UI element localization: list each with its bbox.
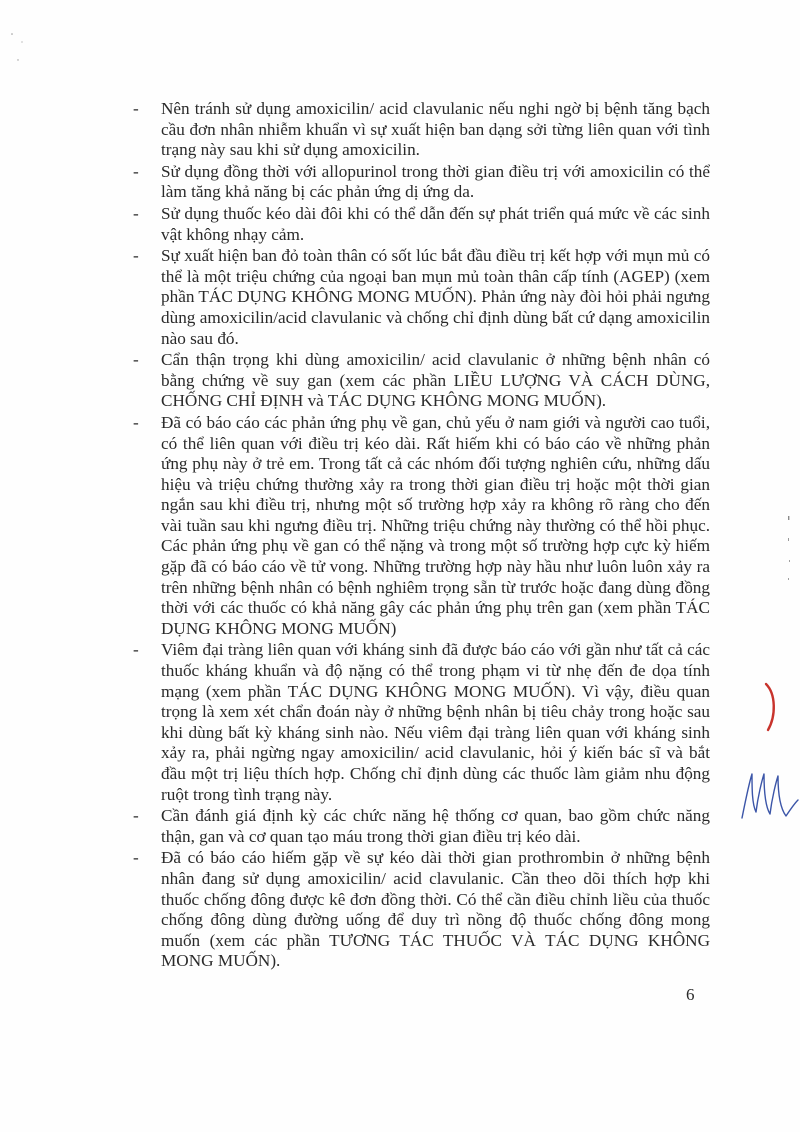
bullet-dash: - (133, 412, 139, 432)
bullet-dash: - (133, 246, 139, 266)
page-number: 6 (686, 985, 695, 1004)
list-item-text: Đã có báo cáo hiếm gặp về sự kéo dài thời gian prothrombin ở những bệnh nhân đang sử dụng amoxicilin/ acid clavulanic. Cần theo dõi thích hợp khi thuốc chống đông được kê đơn đồng thời. Có thể cần điều chỉnh liều của thuốc chống đông dùng đường uống để duy trì nồng độ thuốc chống đông mong muốn (xem các phần TƯƠNG TÁC THUỐC VÀ TÁC DỤNG KHÔNG MONG MUỐN). (161, 848, 710, 971)
scan-margin-marks (784, 508, 794, 588)
list-item-text: Sự xuất hiện ban đỏ toàn thân có sốt lúc bắt đầu điều trị kết hợp với mụn mủ có thể là một triệu chứng của ngoại ban mụn mủ toàn thân cấp tính (AGEP) (xem phần TÁC DỤNG KHÔNG MONG MUỐN). Phản ứng này đòi hỏi phải ngưng dùng amoxicilin/acid clavulanic và chống chỉ định dùng bất cứ dạng amoxicilin nào sau đó. (161, 246, 710, 348)
bullet-dash: - (133, 350, 139, 370)
list-item (0, 162, 800, 203)
list-item (0, 640, 800, 805)
bullet-dash: - (133, 161, 139, 181)
handwritten-initials-signature (730, 670, 800, 830)
list-item-text: Nên tránh sử dụng amoxicilin/ acid clavulanic nếu nghi ngờ bị bệnh tăng bạch cầu đơn nhân nhiễm khuẩn vì sự xuất hiện ban dạng sởi từng liên quan với tình trạng này sau khi sử dụng amoxicilin. (161, 99, 710, 160)
list-item-text: Cẩn thận trọng khi dùng amoxicilin/ acid clavulanic ở những bệnh nhân có bằng chứng về suy gan (xem các phần LIỀU LƯỢNG VÀ CÁCH DÙNG, CHỐNG CHỈ ĐỊNH và TÁC DỤNG KHÔNG MONG MUỐN). (161, 350, 710, 411)
list-item-text: Đã có báo cáo các phản ứng phụ về gan, chủ yếu ở nam giới và người cao tuổi, có thể liên quan với điều trị kéo dài. Rất hiếm khi có báo cáo về những phản ứng phụ này ở trẻ em. Trong tất cả các nhóm đối tượng nghiên cứu, những dấu hiệu và triệu chứng thường xảy ra trong thời gian điều trị hoặc một thời gian ngắn sau khi điều trị, nhưng một số trường hợp xảy ra không rõ ràng cho đến vài tuần sau khi ngưng điều trị. Những triệu chứng này thường có thể hồi phục. Các phản ứng phụ về gan có thể nặng và trong một số trường hợp cực kỳ hiếm gặp đã có báo cáo về tử vong. Những trường hợp này hầu như luôn luôn xảy ra trên những bệnh nhân có bệnh nghiêm trọng sẵn từ trước hoặc đang dùng đồng thời với các thuốc có khả năng gây các phản ứng phụ trên gan (xem phần TÁC DỤNG KHÔNG MONG MUỐN) (161, 412, 710, 638)
bullet-dash: - (133, 640, 139, 660)
bullet-dash: - (133, 806, 139, 826)
list-item (0, 246, 800, 349)
bullet-list (0, 99, 800, 973)
list-item-text: Sử dụng đồng thời với allopurinol trong thời gian điều trị với amoxicilin có thể làm tăng khả năng bị các phản ứng dị ứng da. (161, 161, 710, 202)
list-item (0, 848, 800, 972)
list-item (0, 350, 800, 412)
list-item-text: Cần đánh giá định kỳ các chức năng hệ thống cơ quan, bao gồm chức năng thận, gan và cơ quan tạo máu trong thời gian điều trị kéo dài. (161, 806, 710, 846)
bullet-dash: - (133, 203, 139, 223)
list-item-text: Sử dụng thuốc kéo dài đôi khi có thể dẫn đến sự phát triển quá mức về các sinh vật không nhạy cảm. (161, 203, 710, 244)
list-item (0, 204, 800, 245)
bullet-dash: - (133, 848, 139, 868)
list-item-text: Viêm đại tràng liên quan với kháng sinh đã được báo cáo với gần như tất cả các thuốc kháng khuẩn và độ nặng có thể trong phạm vi từ nhẹ đến đe dọa tính mạng (xem phần TÁC DỤNG KHÔNG MONG MUỐN). Vì vậy, điều quan trọng là xem xét chẩn đoán này ở những bệnh nhân bị tiêu chảy trong hoặc sau khi dùng bất kỳ kháng sinh nào. Nếu viêm đại tràng liên quan với kháng sinh xảy ra, phải ngừng ngay amoxicilin/ acid clavulanic, hỏi ý kiến bác sĩ và bắt đầu một trị liệu thích hợp. Chống chỉ định dùng các thuốc làm giảm nhu động ruột trong tình trạng này. (161, 640, 710, 804)
bullet-dash: - (133, 99, 139, 118)
scan-speck-marks (6, 30, 36, 70)
list-item (0, 99, 800, 161)
list-item (0, 806, 800, 847)
list-item (0, 413, 800, 640)
